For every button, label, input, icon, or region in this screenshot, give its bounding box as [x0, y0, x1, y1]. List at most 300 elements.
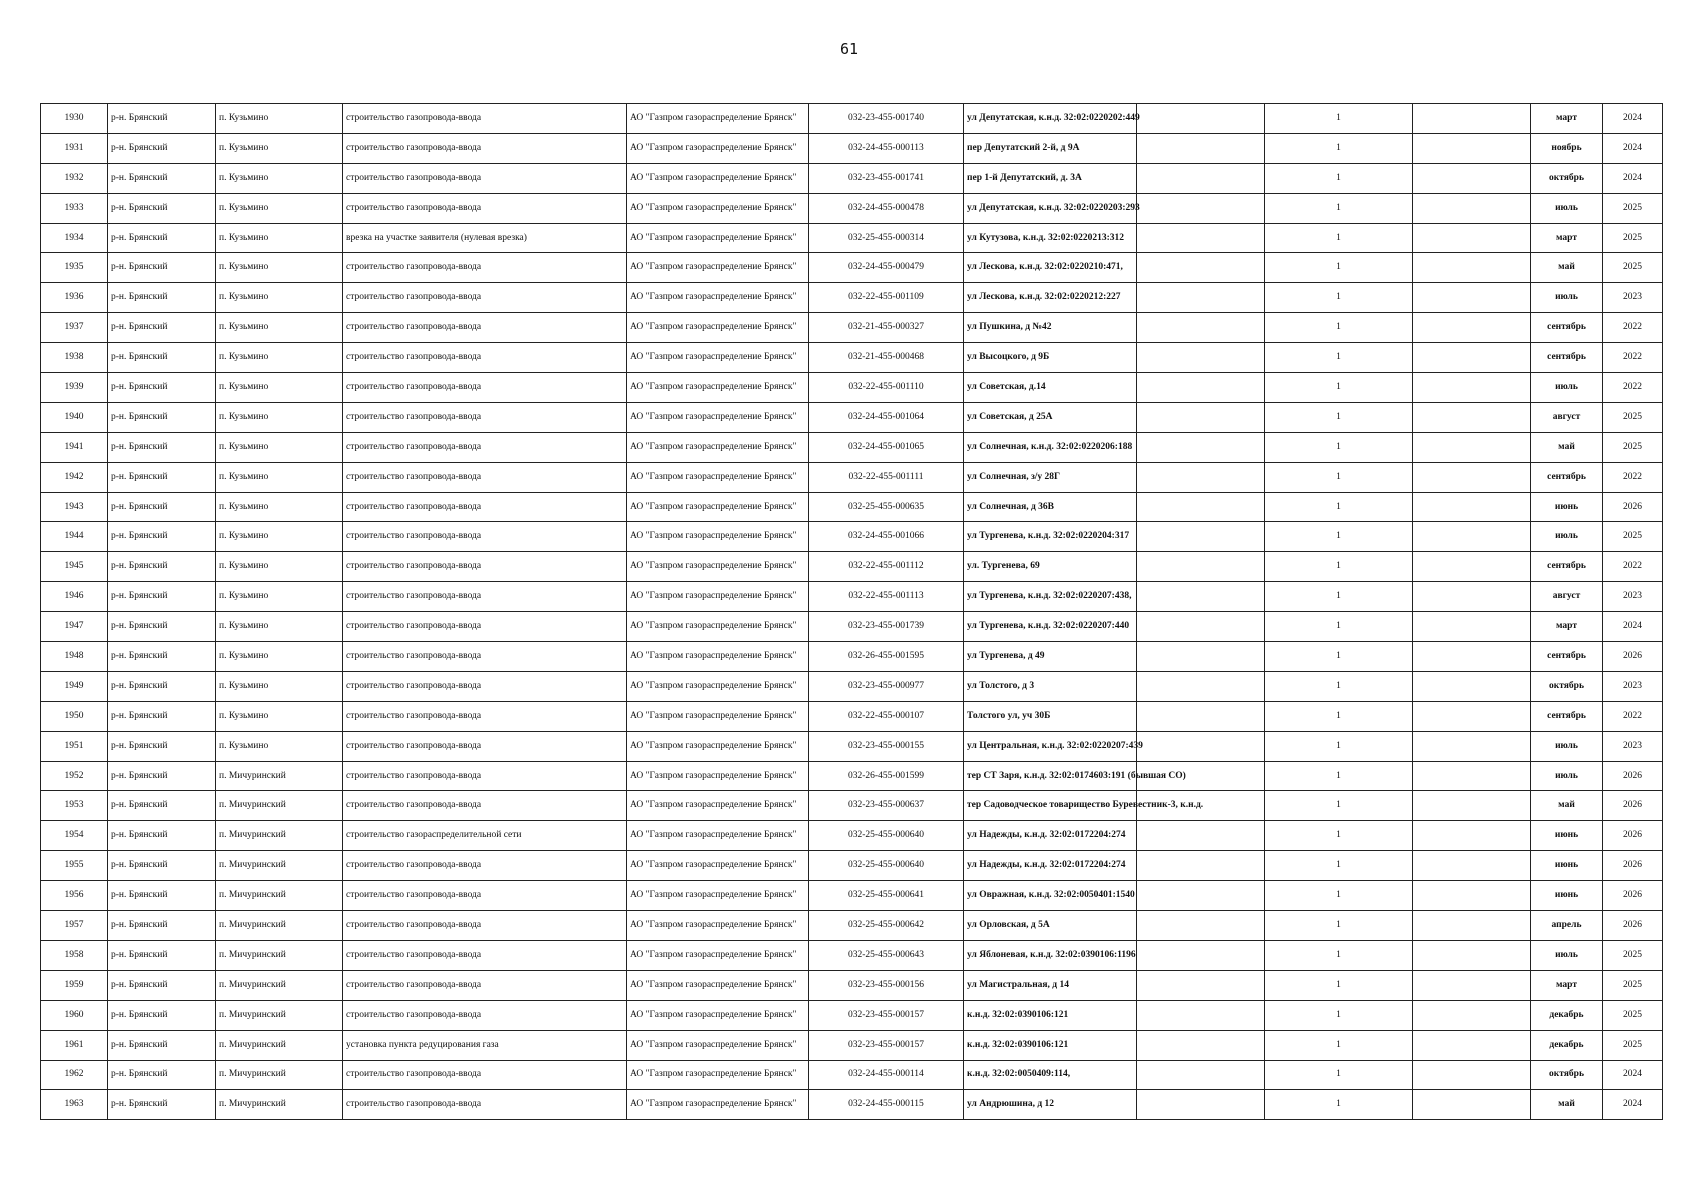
application-code-cell: 032-23-455-000157 [809, 1030, 964, 1060]
settlement-cell: п. Мичуринский [216, 940, 343, 970]
address-cell: ул Тургенева, к.н.д. 32:02:0220207:438, [964, 582, 1137, 612]
application-code-cell: 032-23-455-001739 [809, 612, 964, 642]
table-row [41, 432, 1663, 462]
empty-cell [1413, 851, 1531, 881]
row-number: 1948 [41, 642, 108, 672]
empty-cell [1413, 761, 1531, 791]
settlement-cell: п. Кузьмино [216, 373, 343, 403]
month-cell: октябрь [1531, 671, 1603, 701]
month-cell: июнь [1531, 821, 1603, 851]
empty-cell [1413, 582, 1531, 612]
settlement-cell: п. Мичуринский [216, 761, 343, 791]
work-type-cell: строительство газопровода-ввода [343, 970, 627, 1000]
district-cell: р-н. Брянский [108, 671, 216, 701]
settlement-cell: п. Кузьмино [216, 133, 343, 163]
district-cell: р-н. Брянский [108, 761, 216, 791]
year-cell: 2023 [1603, 731, 1663, 761]
quantity-cell: 1 [1265, 821, 1413, 851]
application-code-cell: 032-23-455-000155 [809, 731, 964, 761]
application-code-cell: 032-24-455-001065 [809, 432, 964, 462]
application-code-cell: 032-24-455-001064 [809, 402, 964, 432]
month-cell: май [1531, 253, 1603, 283]
data-table [40, 103, 1663, 1120]
district-cell: р-н. Брянский [108, 911, 216, 941]
district-cell: р-н. Брянский [108, 343, 216, 373]
empty-cell [1413, 1030, 1531, 1060]
organization-cell: АО "Газпром газораспределение Брянск" [627, 402, 809, 432]
empty-cell [1137, 253, 1265, 283]
row-number: 1946 [41, 582, 108, 612]
organization-cell: АО "Газпром газораспределение Брянск" [627, 851, 809, 881]
month-cell: май [1531, 432, 1603, 462]
settlement-cell: п. Мичуринский [216, 970, 343, 1000]
quantity-cell: 1 [1265, 163, 1413, 193]
work-type-cell: строительство газораспределительной сети [343, 821, 627, 851]
address-cell: ул Толстого, д 3 [964, 671, 1137, 701]
district-cell: р-н. Брянский [108, 133, 216, 163]
address-cell: ул Депутатская, к.н.д. 32:02:0220202:449 [964, 104, 1137, 134]
application-code-cell: 032-23-455-001740 [809, 104, 964, 134]
organization-cell: АО "Газпром газораспределение Брянск" [627, 253, 809, 283]
work-type-cell: строительство газопровода-ввода [343, 881, 627, 911]
address-cell: ул Овражная, к.н.д. 32:02:0050401:1540 [964, 881, 1137, 911]
row-number: 1939 [41, 373, 108, 403]
table-row [41, 612, 1663, 642]
work-type-cell: строительство газопровода-ввода [343, 552, 627, 582]
year-cell: 2026 [1603, 851, 1663, 881]
empty-cell [1137, 163, 1265, 193]
table-row [41, 881, 1663, 911]
quantity-cell: 1 [1265, 373, 1413, 403]
row-number: 1962 [41, 1060, 108, 1090]
year-cell: 2024 [1603, 133, 1663, 163]
work-type-cell: строительство газопровода-ввода [343, 582, 627, 612]
address-cell: ул Тургенева, д 49 [964, 642, 1137, 672]
empty-cell [1413, 940, 1531, 970]
month-cell: март [1531, 104, 1603, 134]
district-cell: р-н. Брянский [108, 731, 216, 761]
organization-cell: АО "Газпром газораспределение Брянск" [627, 223, 809, 253]
address-cell: ул Лескова, к.н.д. 32:02:0220210:471, [964, 253, 1137, 283]
year-cell: 2026 [1603, 642, 1663, 672]
quantity-cell: 1 [1265, 911, 1413, 941]
month-cell: сентябрь [1531, 313, 1603, 343]
table-row [41, 911, 1663, 941]
application-code-cell: 032-24-455-000115 [809, 1090, 964, 1120]
empty-cell [1413, 223, 1531, 253]
work-type-cell: строительство газопровода-ввода [343, 343, 627, 373]
row-number: 1931 [41, 133, 108, 163]
empty-cell [1137, 373, 1265, 403]
empty-cell [1413, 642, 1531, 672]
settlement-cell: п. Кузьмино [216, 313, 343, 343]
address-cell: ул Пушкина, д №42 [964, 313, 1137, 343]
quantity-cell: 1 [1265, 671, 1413, 701]
district-cell: р-н. Брянский [108, 492, 216, 522]
organization-cell: АО "Газпром газораспределение Брянск" [627, 104, 809, 134]
row-number: 1954 [41, 821, 108, 851]
empty-cell [1413, 283, 1531, 313]
table-row [41, 223, 1663, 253]
month-cell: август [1531, 402, 1603, 432]
empty-cell [1413, 1060, 1531, 1090]
row-number: 1961 [41, 1030, 108, 1060]
row-number: 1943 [41, 492, 108, 522]
table-row [41, 283, 1663, 313]
month-cell: октябрь [1531, 1060, 1603, 1090]
work-type-cell: строительство газопровода-ввода [343, 193, 627, 223]
work-type-cell: установка пункта редуцирования газа [343, 1030, 627, 1060]
application-code-cell: 032-23-455-000156 [809, 970, 964, 1000]
empty-cell [1137, 821, 1265, 851]
work-type-cell: врезка на участке заявителя (нулевая врезка) [343, 223, 627, 253]
table-row [41, 343, 1663, 373]
table-row [41, 731, 1663, 761]
row-number: 1963 [41, 1090, 108, 1120]
quantity-cell: 1 [1265, 253, 1413, 283]
application-code-cell: 032-23-455-000977 [809, 671, 964, 701]
empty-cell [1137, 343, 1265, 373]
empty-cell [1137, 1060, 1265, 1090]
year-cell: 2025 [1603, 223, 1663, 253]
month-cell: май [1531, 1090, 1603, 1120]
empty-cell [1137, 402, 1265, 432]
row-number: 1958 [41, 940, 108, 970]
empty-cell [1413, 313, 1531, 343]
address-cell: ул Советская, д.14 [964, 373, 1137, 403]
application-code-cell: 032-23-455-000637 [809, 791, 964, 821]
empty-cell [1137, 671, 1265, 701]
district-cell: р-н. Брянский [108, 940, 216, 970]
settlement-cell: п. Кузьмино [216, 253, 343, 283]
empty-cell [1413, 522, 1531, 552]
table-row [41, 163, 1663, 193]
work-type-cell: строительство газопровода-ввода [343, 851, 627, 881]
application-code-cell: 032-22-455-001113 [809, 582, 964, 612]
settlement-cell: п. Кузьмино [216, 671, 343, 701]
organization-cell: АО "Газпром газораспределение Брянск" [627, 522, 809, 552]
month-cell: май [1531, 791, 1603, 821]
quantity-cell: 1 [1265, 791, 1413, 821]
row-number: 1941 [41, 432, 108, 462]
empty-cell [1413, 373, 1531, 403]
row-number: 1957 [41, 911, 108, 941]
year-cell: 2025 [1603, 193, 1663, 223]
month-cell: июль [1531, 283, 1603, 313]
table-row [41, 1060, 1663, 1090]
empty-cell [1413, 552, 1531, 582]
organization-cell: АО "Газпром газораспределение Брянск" [627, 1060, 809, 1090]
district-cell: р-н. Брянский [108, 582, 216, 612]
district-cell: р-н. Брянский [108, 701, 216, 731]
year-cell: 2022 [1603, 462, 1663, 492]
month-cell: сентябрь [1531, 701, 1603, 731]
month-cell: июль [1531, 193, 1603, 223]
table-row [41, 940, 1663, 970]
table-row [41, 373, 1663, 403]
year-cell: 2025 [1603, 253, 1663, 283]
month-cell: сентябрь [1531, 462, 1603, 492]
work-type-cell: строительство газопровода-ввода [343, 612, 627, 642]
address-cell: ул Солнечная, к.н.д. 32:02:0220206:188 [964, 432, 1137, 462]
district-cell: р-н. Брянский [108, 1060, 216, 1090]
settlement-cell: п. Кузьмино [216, 582, 343, 612]
table-row [41, 1030, 1663, 1060]
table-row [41, 970, 1663, 1000]
quantity-cell: 1 [1265, 104, 1413, 134]
application-code-cell: 032-22-455-001110 [809, 373, 964, 403]
year-cell: 2024 [1603, 1060, 1663, 1090]
application-code-cell: 032-24-455-001066 [809, 522, 964, 552]
empty-cell [1413, 432, 1531, 462]
empty-cell [1137, 223, 1265, 253]
table-row [41, 104, 1663, 134]
district-cell: р-н. Брянский [108, 1000, 216, 1030]
address-cell: ул Надежды, к.н.д. 32:02:0172204:274 [964, 851, 1137, 881]
table-body [41, 104, 1663, 1120]
district-cell: р-н. Брянский [108, 193, 216, 223]
address-cell: ул Магистральная, д 14 [964, 970, 1137, 1000]
organization-cell: АО "Газпром газораспределение Брянск" [627, 193, 809, 223]
month-cell: сентябрь [1531, 552, 1603, 582]
row-number: 1942 [41, 462, 108, 492]
organization-cell: АО "Газпром газораспределение Брянск" [627, 432, 809, 462]
empty-cell [1413, 1000, 1531, 1030]
address-cell: к.н.д. 32:02:0390106:121 [964, 1030, 1137, 1060]
district-cell: р-н. Брянский [108, 402, 216, 432]
quantity-cell: 1 [1265, 283, 1413, 313]
application-code-cell: 032-25-455-000643 [809, 940, 964, 970]
work-type-cell: строительство газопровода-ввода [343, 940, 627, 970]
organization-cell: АО "Газпром газораспределение Брянск" [627, 582, 809, 612]
quantity-cell: 1 [1265, 432, 1413, 462]
application-code-cell: 032-24-455-000479 [809, 253, 964, 283]
work-type-cell: строительство газопровода-ввода [343, 283, 627, 313]
settlement-cell: п. Мичуринский [216, 1030, 343, 1060]
empty-cell [1137, 133, 1265, 163]
month-cell: апрель [1531, 911, 1603, 941]
address-cell: ул Орловская, д 5А [964, 911, 1137, 941]
quantity-cell: 1 [1265, 582, 1413, 612]
work-type-cell: строительство газопровода-ввода [343, 402, 627, 432]
organization-cell: АО "Газпром газораспределение Брянск" [627, 761, 809, 791]
quantity-cell: 1 [1265, 1060, 1413, 1090]
empty-cell [1413, 193, 1531, 223]
application-code-cell: 032-26-455-001595 [809, 642, 964, 672]
year-cell: 2022 [1603, 313, 1663, 343]
settlement-cell: п. Мичуринский [216, 881, 343, 911]
quantity-cell: 1 [1265, 1030, 1413, 1060]
empty-cell [1413, 821, 1531, 851]
quantity-cell: 1 [1265, 881, 1413, 911]
month-cell: март [1531, 612, 1603, 642]
year-cell: 2022 [1603, 701, 1663, 731]
empty-cell [1137, 104, 1265, 134]
month-cell: июнь [1531, 881, 1603, 911]
year-cell: 2024 [1603, 163, 1663, 193]
settlement-cell: п. Мичуринский [216, 1090, 343, 1120]
month-cell: июль [1531, 522, 1603, 552]
district-cell: р-н. Брянский [108, 642, 216, 672]
work-type-cell: строительство газопровода-ввода [343, 1060, 627, 1090]
table-row [41, 1000, 1663, 1030]
row-number: 1959 [41, 970, 108, 1000]
settlement-cell: п. Кузьмино [216, 104, 343, 134]
organization-cell: АО "Газпром газораспределение Брянск" [627, 671, 809, 701]
work-type-cell: строительство газопровода-ввода [343, 104, 627, 134]
row-number: 1955 [41, 851, 108, 881]
row-number: 1945 [41, 552, 108, 582]
application-code-cell: 032-22-455-001109 [809, 283, 964, 313]
application-code-cell: 032-21-455-000327 [809, 313, 964, 343]
year-cell: 2025 [1603, 1030, 1663, 1060]
address-cell: ул Яблоневая, к.н.д. 32:02:0390106:1196 [964, 940, 1137, 970]
row-number: 1956 [41, 881, 108, 911]
work-type-cell: строительство газопровода-ввода [343, 701, 627, 731]
address-cell: ул Центральная, к.н.д. 32:02:0220207:439 [964, 731, 1137, 761]
table-row [41, 492, 1663, 522]
address-cell: ул Солнечная, д 36В [964, 492, 1137, 522]
work-type-cell: строительство газопровода-ввода [343, 163, 627, 193]
empty-cell [1137, 552, 1265, 582]
application-code-cell: 032-22-455-001112 [809, 552, 964, 582]
year-cell: 2026 [1603, 881, 1663, 911]
empty-cell [1413, 881, 1531, 911]
address-cell: пер 1-й Депутатский, д. 3А [964, 163, 1137, 193]
year-cell: 2026 [1603, 791, 1663, 821]
work-type-cell: строительство газопровода-ввода [343, 791, 627, 821]
work-type-cell: строительство газопровода-ввода [343, 373, 627, 403]
quantity-cell: 1 [1265, 462, 1413, 492]
organization-cell: АО "Газпром газораспределение Брянск" [627, 133, 809, 163]
table-row [41, 193, 1663, 223]
settlement-cell: п. Кузьмино [216, 402, 343, 432]
empty-cell [1137, 881, 1265, 911]
work-type-cell: строительство газопровода-ввода [343, 432, 627, 462]
application-code-cell: 032-26-455-001599 [809, 761, 964, 791]
organization-cell: АО "Газпром газораспределение Брянск" [627, 163, 809, 193]
year-cell: 2025 [1603, 1000, 1663, 1030]
settlement-cell: п. Мичуринский [216, 851, 343, 881]
year-cell: 2026 [1603, 911, 1663, 941]
quantity-cell: 1 [1265, 612, 1413, 642]
empty-cell [1413, 612, 1531, 642]
month-cell: июль [1531, 940, 1603, 970]
year-cell: 2023 [1603, 283, 1663, 313]
row-number: 1953 [41, 791, 108, 821]
address-cell: ул Надежды, к.н.д. 32:02:0172204:274 [964, 821, 1137, 851]
table-row [41, 671, 1663, 701]
year-cell: 2025 [1603, 432, 1663, 462]
table-row [41, 642, 1663, 672]
year-cell: 2025 [1603, 402, 1663, 432]
empty-cell [1413, 970, 1531, 1000]
row-number: 1937 [41, 313, 108, 343]
quantity-cell: 1 [1265, 701, 1413, 731]
application-code-cell: 032-23-455-001741 [809, 163, 964, 193]
settlement-cell: п. Кузьмино [216, 462, 343, 492]
empty-cell [1137, 911, 1265, 941]
application-code-cell: 032-25-455-000640 [809, 851, 964, 881]
district-cell: р-н. Брянский [108, 163, 216, 193]
quantity-cell: 1 [1265, 970, 1413, 1000]
year-cell: 2022 [1603, 552, 1663, 582]
organization-cell: АО "Газпром газораспределение Брянск" [627, 612, 809, 642]
empty-cell [1137, 193, 1265, 223]
address-cell: ул Лескова, к.н.д. 32:02:0220212:227 [964, 283, 1137, 313]
row-number: 1932 [41, 163, 108, 193]
organization-cell: АО "Газпром газораспределение Брянск" [627, 970, 809, 1000]
year-cell: 2022 [1603, 373, 1663, 403]
empty-cell [1413, 462, 1531, 492]
year-cell: 2024 [1603, 1090, 1663, 1120]
work-type-cell: строительство газопровода-ввода [343, 492, 627, 522]
empty-cell [1413, 1090, 1531, 1120]
settlement-cell: п. Мичуринский [216, 791, 343, 821]
organization-cell: АО "Газпром газораспределение Брянск" [627, 462, 809, 492]
quantity-cell: 1 [1265, 731, 1413, 761]
empty-cell [1137, 612, 1265, 642]
empty-cell [1137, 701, 1265, 731]
settlement-cell: п. Кузьмино [216, 432, 343, 462]
empty-cell [1413, 402, 1531, 432]
empty-cell [1137, 522, 1265, 552]
year-cell: 2023 [1603, 582, 1663, 612]
settlement-cell: п. Кузьмино [216, 552, 343, 582]
settlement-cell: п. Кузьмино [216, 612, 343, 642]
empty-cell [1137, 1000, 1265, 1030]
settlement-cell: п. Мичуринский [216, 1060, 343, 1090]
empty-cell [1413, 104, 1531, 134]
district-cell: р-н. Брянский [108, 791, 216, 821]
year-cell: 2023 [1603, 671, 1663, 701]
address-cell: к.н.д. 32:02:0390106:121 [964, 1000, 1137, 1030]
district-cell: р-н. Брянский [108, 821, 216, 851]
table-row [41, 1090, 1663, 1120]
table-row [41, 851, 1663, 881]
organization-cell: АО "Газпром газораспределение Брянск" [627, 1090, 809, 1120]
settlement-cell: п. Кузьмино [216, 343, 343, 373]
settlement-cell: п. Мичуринский [216, 911, 343, 941]
application-code-cell: 032-25-455-000635 [809, 492, 964, 522]
year-cell: 2026 [1603, 821, 1663, 851]
row-number: 1950 [41, 701, 108, 731]
month-cell: сентябрь [1531, 642, 1603, 672]
organization-cell: АО "Газпром газораспределение Брянск" [627, 1000, 809, 1030]
settlement-cell: п. Кузьмино [216, 492, 343, 522]
address-cell: ул Депутатская, к.н.д. 32:02:0220203:293 [964, 193, 1137, 223]
settlement-cell: п. Кузьмино [216, 731, 343, 761]
work-type-cell: строительство газопровода-ввода [343, 522, 627, 552]
quantity-cell: 1 [1265, 761, 1413, 791]
year-cell: 2025 [1603, 940, 1663, 970]
empty-cell [1137, 851, 1265, 881]
settlement-cell: п. Мичуринский [216, 821, 343, 851]
settlement-cell: п. Кузьмино [216, 223, 343, 253]
table-row [41, 791, 1663, 821]
address-cell: к.н.д. 32:02:0050409:114, [964, 1060, 1137, 1090]
organization-cell: АО "Газпром газораспределение Брянск" [627, 552, 809, 582]
application-code-cell: 032-22-455-000107 [809, 701, 964, 731]
district-cell: р-н. Брянский [108, 522, 216, 552]
quantity-cell: 1 [1265, 552, 1413, 582]
quantity-cell: 1 [1265, 223, 1413, 253]
district-cell: р-н. Брянский [108, 851, 216, 881]
empty-cell [1413, 701, 1531, 731]
district-cell: р-н. Брянский [108, 432, 216, 462]
address-cell: ул Тургенева, к.н.д. 32:02:0220207:440 [964, 612, 1137, 642]
month-cell: август [1531, 582, 1603, 612]
